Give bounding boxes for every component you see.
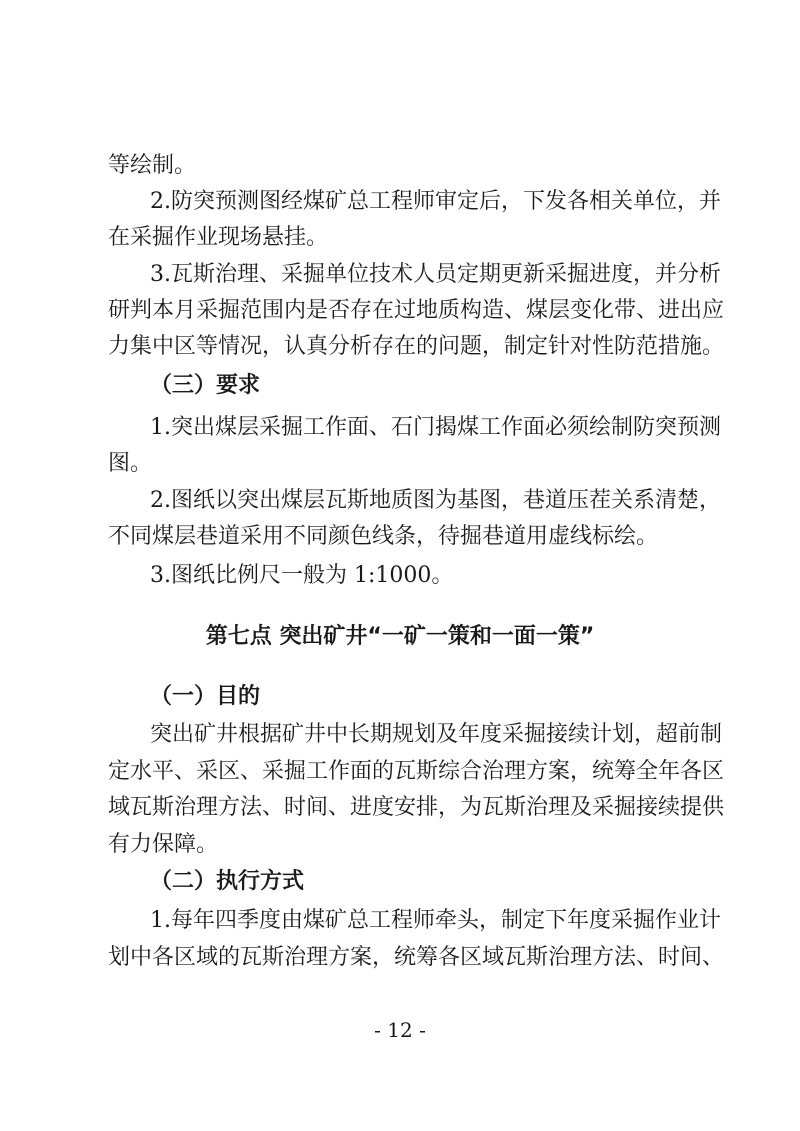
chapter-heading: 第七点 突出矿井“一矿一策和一面一策” (205, 624, 595, 649)
paragraph-line: 域瓦斯治理方法、时间、进度安排，为瓦斯治理及采掘接续提供 (108, 795, 725, 820)
page-number: - 12 - (374, 1018, 426, 1042)
paragraph-line: 不同煤层巷道采用不同颜色线条，待掘巷道用虚线标绘。 (108, 524, 659, 549)
paragraph-line: 划中各区域的瓦斯治理方案，统筹各区域瓦斯治理方法、时间、 (108, 945, 725, 970)
paragraph-line: 研判本月采掘范围内是否存在过地质构造、煤层变化带、进出应 (108, 298, 725, 323)
paragraph-line: 1.每年四季度由煤矿总工程师牵头，制定下年度采掘作业计 (150, 908, 721, 933)
paragraph-line: 3.图纸比例尺一般为 1:1000。 (150, 563, 454, 588)
paragraph-line: 突出矿井根据矿井中长期规划及年度采掘接续计划，超前制 (150, 722, 723, 747)
section-heading: （二）执行方式 (150, 869, 305, 894)
paragraph-line: 3.瓦斯治理、采掘单位技术人员定期更新采掘进度，并分析 (150, 262, 721, 287)
section-heading: （三）要求 (150, 373, 261, 398)
paragraph-line: 力集中区等情况，认真分析存在的问题，制定针对性防范措施。 (108, 334, 725, 359)
paragraph-line: 等绘制。 (108, 153, 197, 178)
paragraph-line: 在采掘作业现场悬挂。 (108, 225, 329, 250)
paragraph-line: 2.防突预测图经煤矿总工程师审定后，下发各相关单位，并 (150, 189, 721, 214)
paragraph-line: 1.突出煤层采掘工作面、石门揭煤工作面必须绘制防突预测 (150, 415, 721, 440)
paragraph-line: 2.图纸以突出煤层瓦斯地质图为基图，巷道压茬关系清楚， (150, 488, 721, 513)
section-heading: （一）目的 (150, 684, 261, 709)
paragraph-line: 定水平、采区、采掘工作面的瓦斯综合治理方案，统筹全年各区 (108, 759, 725, 784)
paragraph-line: 图。 (108, 451, 153, 476)
paragraph-line: 有力保障。 (108, 832, 219, 857)
